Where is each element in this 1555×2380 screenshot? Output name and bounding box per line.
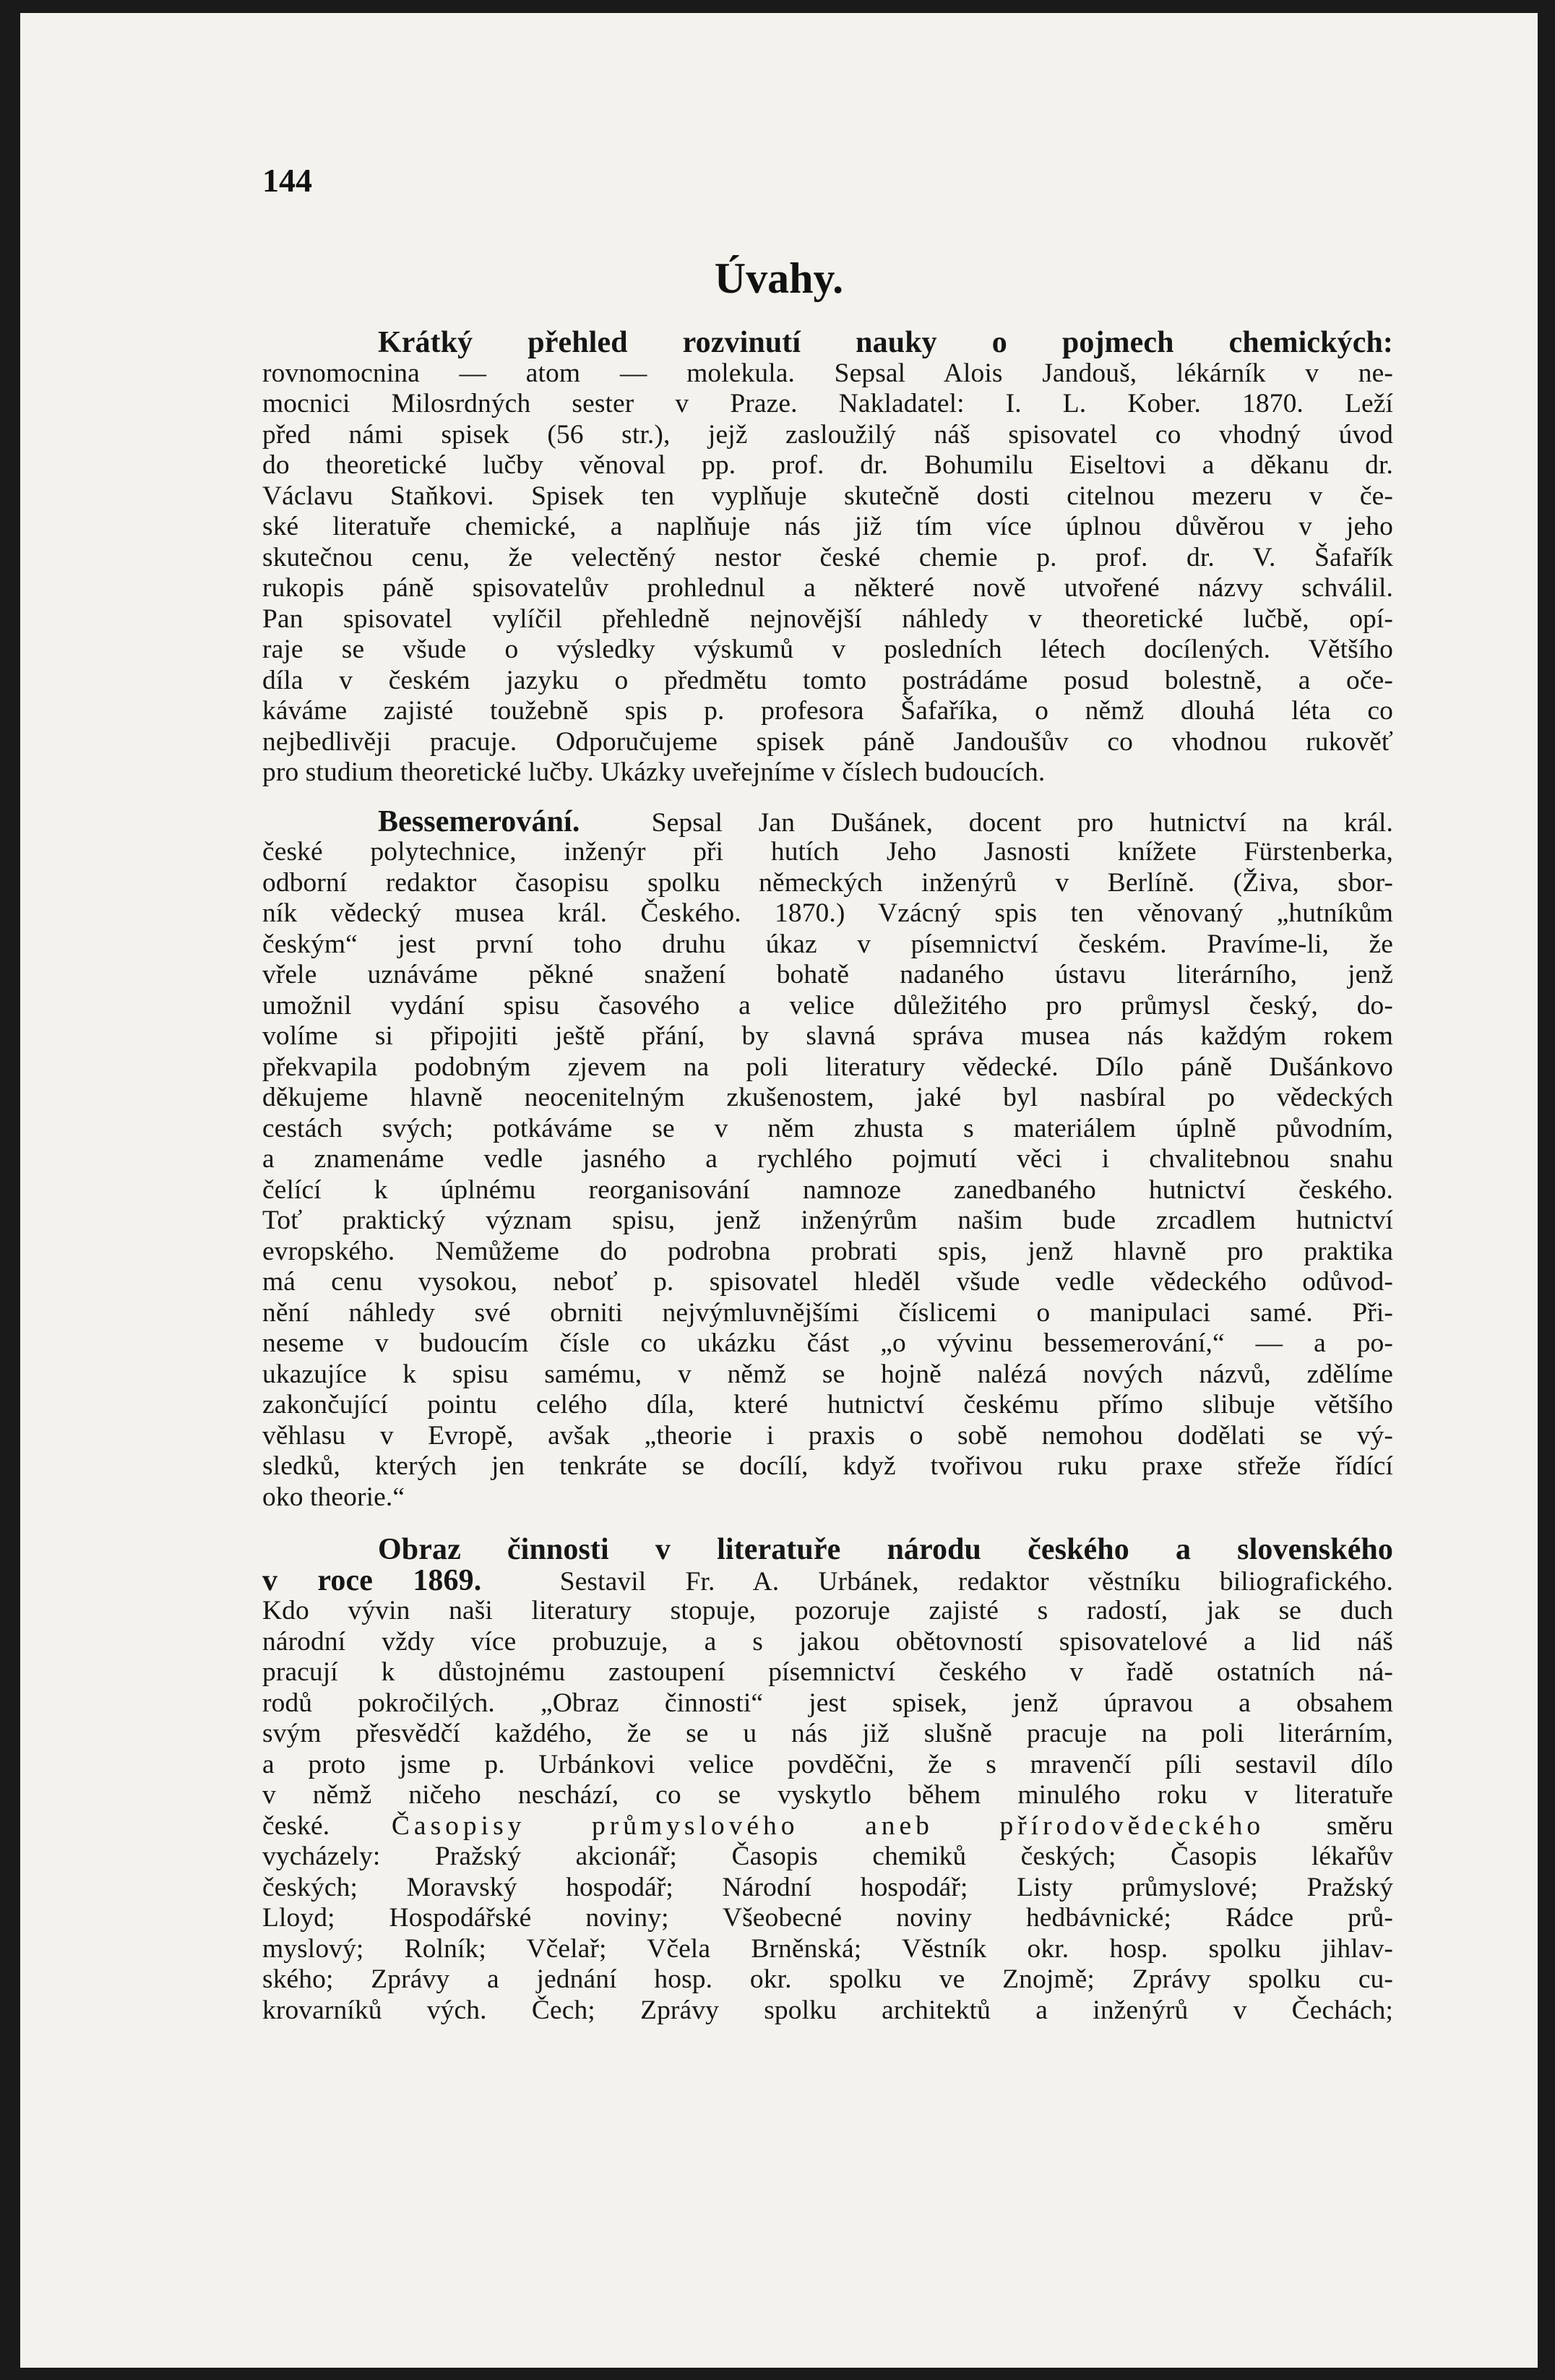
review-intro: Sestavil Fr. A. Urbánek, redaktor věstníku biliografického. [559, 1566, 1393, 1597]
text-line: čelící k úplnému reorganisování namnoze zanedbaného hutnictví českého. [262, 1174, 1393, 1205]
review-intro: Sepsal Jan Dušánek, docent pro hutnictví na král. [651, 807, 1393, 838]
text-line: české polytechnice, inženýr při hutích Jeho Jasnosti knížete Fürstenberka, [262, 837, 1393, 867]
text-line: v němž ničeho neschází, co se vyskytlo během minulého roku v literatuře [262, 1780, 1393, 1810]
text-line: pro studium theoretické lučby. Ukázky uveřejníme v číslech budoucích. [262, 757, 1046, 787]
text-line: nejbedlivěji pracuje. Odporučujeme spisek páně Jandoušův co vhodnou rukověť [262, 726, 1393, 757]
text-line: vřele uznáváme pěkné snažení bohatě nadaného ústavu literárního, jenž [262, 960, 1393, 989]
review-chemistry [262, 327, 1393, 789]
review-first-line [262, 804, 1393, 838]
text-line: rukopis páně spisovatelův prohlednul a některé nově utvořené názvy schválil. [262, 573, 1393, 603]
text-line: evropského. Nemůžeme do podrobna probrati spis, jenž hlavně pro praktika [262, 1236, 1393, 1266]
text-line: Václavu Staňkovi. Spisek ten vyplňuje skutečně dosti citelnou mezeru v če- [262, 481, 1393, 511]
text-line: svým přesvědčí každého, že se u nás již slušně pracuje na poli literárním, [262, 1719, 1393, 1748]
text-line: ukazujíce k spisu samému, v němž se hojně nalézá nových názvů, zdělíme [262, 1359, 1393, 1389]
text-line: děkujeme hlavně neocenitelným zkušenostem, jaké byl nasbíral po vědeckých [262, 1083, 1393, 1112]
review-title: Krátký přehled rozvinutí nauky o pojmech chemických: [378, 326, 1393, 359]
text-line: rodů pokročilých. „Obraz činnosti“ jest spisek, jenž úpravou a obsahem [262, 1688, 1393, 1718]
text-line: překvapila podobným zjevem na poli literatury vědecké. Dílo páně Dušánkovo [262, 1052, 1393, 1082]
text-line: a proto jsme p. Urbánkovi velice povděčni, že s mravenčí píli sestavil dílo [262, 1749, 1393, 1779]
text-line: má cenu vysokou, neboť p. spisovatel hleděl všude vedle vědeckého odůvod- [262, 1267, 1393, 1297]
text-line: umožnil vydání spisu časového a velice důležitého pro průmysl český, do- [262, 990, 1393, 1021]
text-line: Kdo vývin naši literatury stopuje, pozoruje zajisté s radostí, jak se duch [262, 1596, 1393, 1625]
page-number: 144 [262, 162, 312, 199]
text-line: ského; Zprávy a jednání hosp. okr. spolku ve Znojmě; Zprávy spolku cu- [262, 1964, 1393, 1994]
text-line: nění náhledy své obrniti nejvýmluvnějšími číslicemi o manipulaci samé. Při- [262, 1297, 1393, 1328]
text-line: rovnomocnina — atom — molekula. Sepsal Alois Jandouš, lékárník v ne- [262, 358, 1393, 388]
text-line: myslový; Rolník; Včelař; Včela Brněnská; Věstník okr. hosp. spolku jihlav- [262, 1933, 1393, 1964]
text-line: věhlasu v Evropě, avšak „theorie i praxis o sobě nemohou dodělati se vý- [262, 1420, 1393, 1451]
text-line: mocnici Milosrdných sester v Praze. Nakladatel: I. L. Kober. 1870. Leží [262, 389, 1393, 418]
text-line: Pan spisovatel vylíčil přehledně nejnovější náhledy v theoretické lučbě, opí- [262, 603, 1393, 634]
text-line: národní vždy více probuzuje, a s jakou obětovností spisovatelové a lid náš [262, 1626, 1393, 1657]
text-fragment: české. [262, 1810, 330, 1841]
text-line [262, 1811, 1393, 1842]
text-line: pracují k důstojnému zastoupení písemnictví českého v řadě ostatních ná- [262, 1657, 1393, 1687]
review-title: Obraz činnosti v literatuře národu českého a slovenského [378, 1533, 1393, 1566]
text-line: neseme v budoucím čísle co ukázku část „o vývinu bessemerování,“ — a po- [262, 1328, 1393, 1358]
review-bessemer [262, 804, 1393, 1513]
text-line: českých; Moravský hospodář; Národní hospodář; Listy průmyslové; Pražský [262, 1872, 1393, 1902]
text-line: Toť praktický význam spisu, jenž inženýrům našim bude zrcadlem hutnictví [262, 1206, 1393, 1235]
text-line: díla v českém jazyku o předmětu tomto postrádáme posud bolestně, a oče- [262, 665, 1393, 695]
review-title-cont: v roce 1869. [262, 1563, 482, 1597]
text-line: skutečnou cenu, že velectěný nestor české chemie p. prof. dr. V. Šafařík [262, 542, 1393, 572]
text-line: volíme si připojiti ještě přání, by slavná správa musea nás každým rokem [262, 1021, 1393, 1051]
scanned-page [20, 13, 1538, 2368]
section-heading: Úvahy. [714, 254, 844, 302]
text-line: ník vědecký musea král. Českého. 1870.) Vzácný spis ten věnovaný „hutníkům [262, 898, 1393, 928]
text-line: káváme zajisté toužebně spis p. profesora Šafaříka, o němž dlouhá léta co [262, 696, 1393, 726]
text-line: ské literatuře chemické, a naplňuje nás již tím více úplnou důvěrou v jeho [262, 512, 1393, 541]
spaced-text: Časopisy průmyslového aneb přírodovědeckého [391, 1810, 1265, 1841]
text-line: Lloyd; Hospodářské noviny; Všeobecné noviny hedbávnické; Rádce prů- [262, 1903, 1393, 1933]
text-line: do theoretické lučby věnoval pp. prof. dr. Bohumilu Eiseltovi a děkanu dr. [262, 450, 1393, 480]
text-fragment: směru [1326, 1810, 1393, 1841]
text-line: raje se všude o výsledky výskumů v posledních létech docílených. Většího [262, 635, 1393, 664]
text-line: vycházely: Pražský akcionář; Časopis chemiků českých; Časopis lékařův [262, 1842, 1393, 1871]
text-line: zakončující pointu celého díla, které hutnictví českému přímo slibuje většího [262, 1390, 1393, 1419]
review-title: Bessemerování. [378, 804, 580, 838]
text-line: krovarníků vých. Čech; Zprávy spolku architektů a inženýrů v Čechách; [262, 1995, 1393, 2025]
review-literature [262, 1534, 1393, 2026]
text-line: oko theorie.“ [262, 1482, 405, 1512]
text-line: cestách svých; potkáváme se v něm zhusta s materiálem úplně původním, [262, 1113, 1393, 1143]
text-column [262, 327, 1393, 2026]
text-line: odborní redaktor časopisu spolku německých inženýrů v Berlíně. (Živa, sbor- [262, 867, 1393, 898]
text-line: sledků, kterých jen tenkráte se docílí, když tvořivou ruku praxe střeže řídící [262, 1451, 1393, 1481]
text-line: českým“ jest první toho druhu úkaz v písemnictví českém. Pravíme-li, že [262, 929, 1393, 959]
text-line: a znamenáme vedle jasného a rychlého pojmutí věci i chvalitebnou snahu [262, 1144, 1393, 1174]
review-first-line [262, 1565, 1393, 1597]
text-line: před námi spisek (56 str.), jejž zasloužilý náš spisovatel co vhodný úvod [262, 419, 1393, 450]
